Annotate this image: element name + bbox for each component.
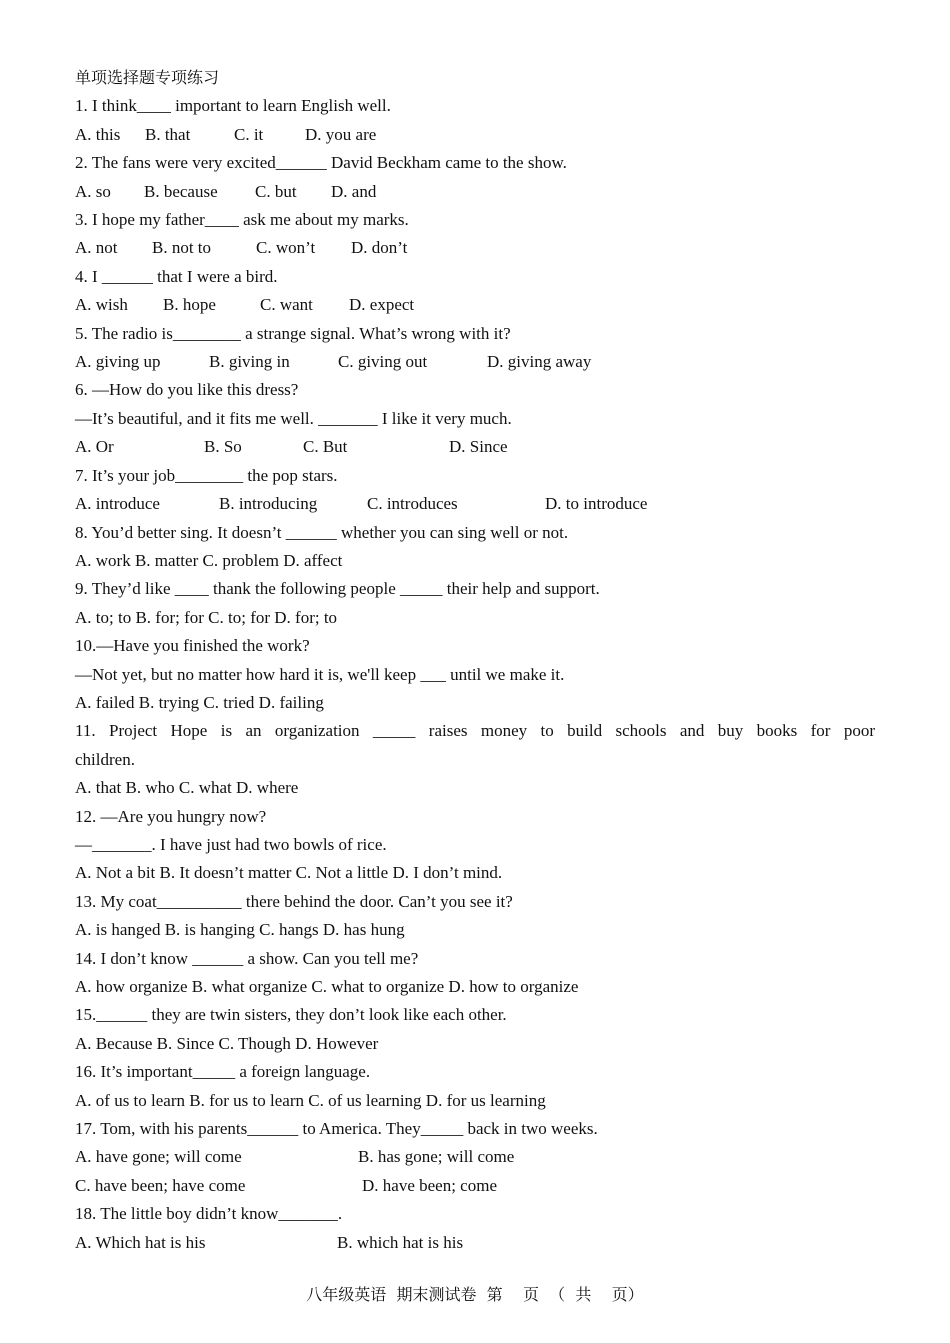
question-18-stem: 18. The little boy didn’t know_______.	[75, 1204, 343, 1224]
question-11-stem: 11. Project Hope is an organization _____ raises money to build schools and buy books for poor	[75, 721, 875, 741]
question-4-stem: 4. I ______ that I were a bird.	[75, 266, 278, 286]
option: B. because	[144, 181, 218, 201]
option: C. introduces	[367, 494, 458, 514]
question-11-options: A. that B. who C. what D. where	[75, 778, 299, 798]
option: B. introducing	[219, 494, 318, 514]
question-11-stem-line-2: children.	[75, 749, 135, 769]
option: C. won’t	[256, 238, 316, 258]
option: B. that	[145, 124, 191, 144]
question-1-stem: 1. I think____ important to learn English well.	[75, 96, 391, 116]
option: A. giving up	[75, 352, 161, 372]
question-5-options	[75, 348, 875, 376]
question-10-stem: 10.—Have you finished the work?	[75, 636, 310, 656]
question-2-stem: 2. The fans were very excited______ David Beckham came to the show.	[75, 153, 567, 173]
question-10-options: A. failed B. trying C. tried D. failing	[75, 692, 324, 712]
option: A. this	[75, 124, 121, 144]
option: A. introduce	[75, 494, 160, 514]
question-13-options: A. is hanged B. is hanging C. hangs D. has hung	[75, 920, 405, 940]
worksheet-title: 单项选择题专项练习	[75, 68, 220, 87]
option: D. expect	[349, 295, 415, 315]
option: D. have been; come	[362, 1175, 497, 1195]
option: C. but	[255, 181, 297, 201]
option: D. to introduce	[545, 494, 648, 514]
question-16-options: A. of us to learn B. for us to learn C. of us learning D. for us learning	[75, 1090, 546, 1110]
option: D. Since	[449, 437, 508, 457]
option: D. giving away	[487, 352, 592, 372]
option: C. have been; have come	[75, 1175, 246, 1195]
question-8-stem: 8. You’d better sing. It doesn’t ______ whether you can sing well or not.	[75, 522, 569, 542]
question-4-options	[75, 291, 875, 319]
question-6-options	[75, 433, 875, 461]
question-17-options-row-2	[75, 1172, 875, 1200]
option: A. have gone; will come	[75, 1147, 242, 1167]
question-14-options: A. how organize B. what organize C. what to organize D. how to organize	[75, 977, 579, 996]
question-2-options	[75, 178, 875, 206]
option: D. don’t	[351, 238, 408, 258]
option: C. But	[303, 437, 348, 457]
option: B. hope	[163, 295, 216, 315]
question-1-options	[75, 121, 875, 149]
question-15-stem: 15.______ they are twin sisters, they don’t look like each other.	[75, 1005, 507, 1025]
option: A. not	[75, 238, 118, 258]
option: C. giving out	[338, 352, 428, 372]
question-16-stem: 16. It’s important_____ a foreign language.	[75, 1062, 371, 1082]
question-5-stem: 5. The radio is________ a strange signal. What’s wrong with it?	[75, 323, 511, 343]
question-6-stem-line-2: —It’s beautiful, and it fits me well. _______ I like it very much.	[75, 408, 512, 428]
option: B. has gone; will come	[358, 1147, 515, 1167]
option: A. Or	[75, 437, 114, 457]
page-footer: 八年级英语 期末测试卷 第 页 （ 共 页）	[306, 1285, 644, 1304]
question-15-options: A. Because B. Since C. Though D. However	[75, 1033, 379, 1053]
question-7-stem: 7. It’s your job________ the pop stars.	[75, 465, 338, 485]
question-9-stem: 9. They’d like ____ thank the following people _____ their help and support.	[75, 579, 600, 599]
question-3-options	[75, 234, 875, 262]
question-9-options: A. to; to B. for; for C. to; for D. for; to	[75, 607, 338, 627]
question-7-options	[75, 490, 875, 518]
question-17-options-row-1	[75, 1143, 875, 1171]
option: C. want	[260, 295, 313, 315]
option: B. which hat is his	[337, 1232, 464, 1252]
question-12-stem-line-2: —_______. I have just had two bowls of rice.	[75, 834, 387, 854]
question-18-options-row-1	[75, 1229, 875, 1257]
question-14-stem: 14. I don’t know ______ a show. Can you tell me?	[75, 948, 419, 968]
option: B. giving in	[209, 352, 290, 372]
option: B. So	[204, 437, 242, 457]
option: C. it	[234, 124, 264, 144]
option: A. wish	[75, 295, 128, 315]
question-3-stem: 3. I hope my father____ ask me about my marks.	[75, 210, 409, 230]
question-12-stem: 12. —Are you hungry now?	[75, 806, 267, 826]
option: D. and	[331, 181, 377, 201]
worksheet	[75, 64, 875, 1257]
option: B. not to	[152, 238, 212, 258]
question-17-stem: 17. Tom, with his parents______ to America. They_____ back in two weeks.	[75, 1119, 598, 1139]
option: A. so	[75, 181, 111, 201]
question-12-options: A. Not a bit B. It doesn’t matter C. Not a little D. I don’t mind.	[75, 863, 503, 883]
option: D. you are	[305, 124, 377, 144]
question-6-stem: 6. —How do you like this dress?	[75, 380, 299, 400]
question-13-stem: 13. My coat__________ there behind the door. Can’t you see it?	[75, 891, 513, 911]
question-8-options: A. work B. matter C. problem D. affect	[75, 550, 343, 570]
option: A. Which hat is his	[75, 1232, 206, 1252]
question-10-stem-line-2: —Not yet, but no matter how hard it is, we'll keep ___ until we make it.	[75, 664, 565, 684]
